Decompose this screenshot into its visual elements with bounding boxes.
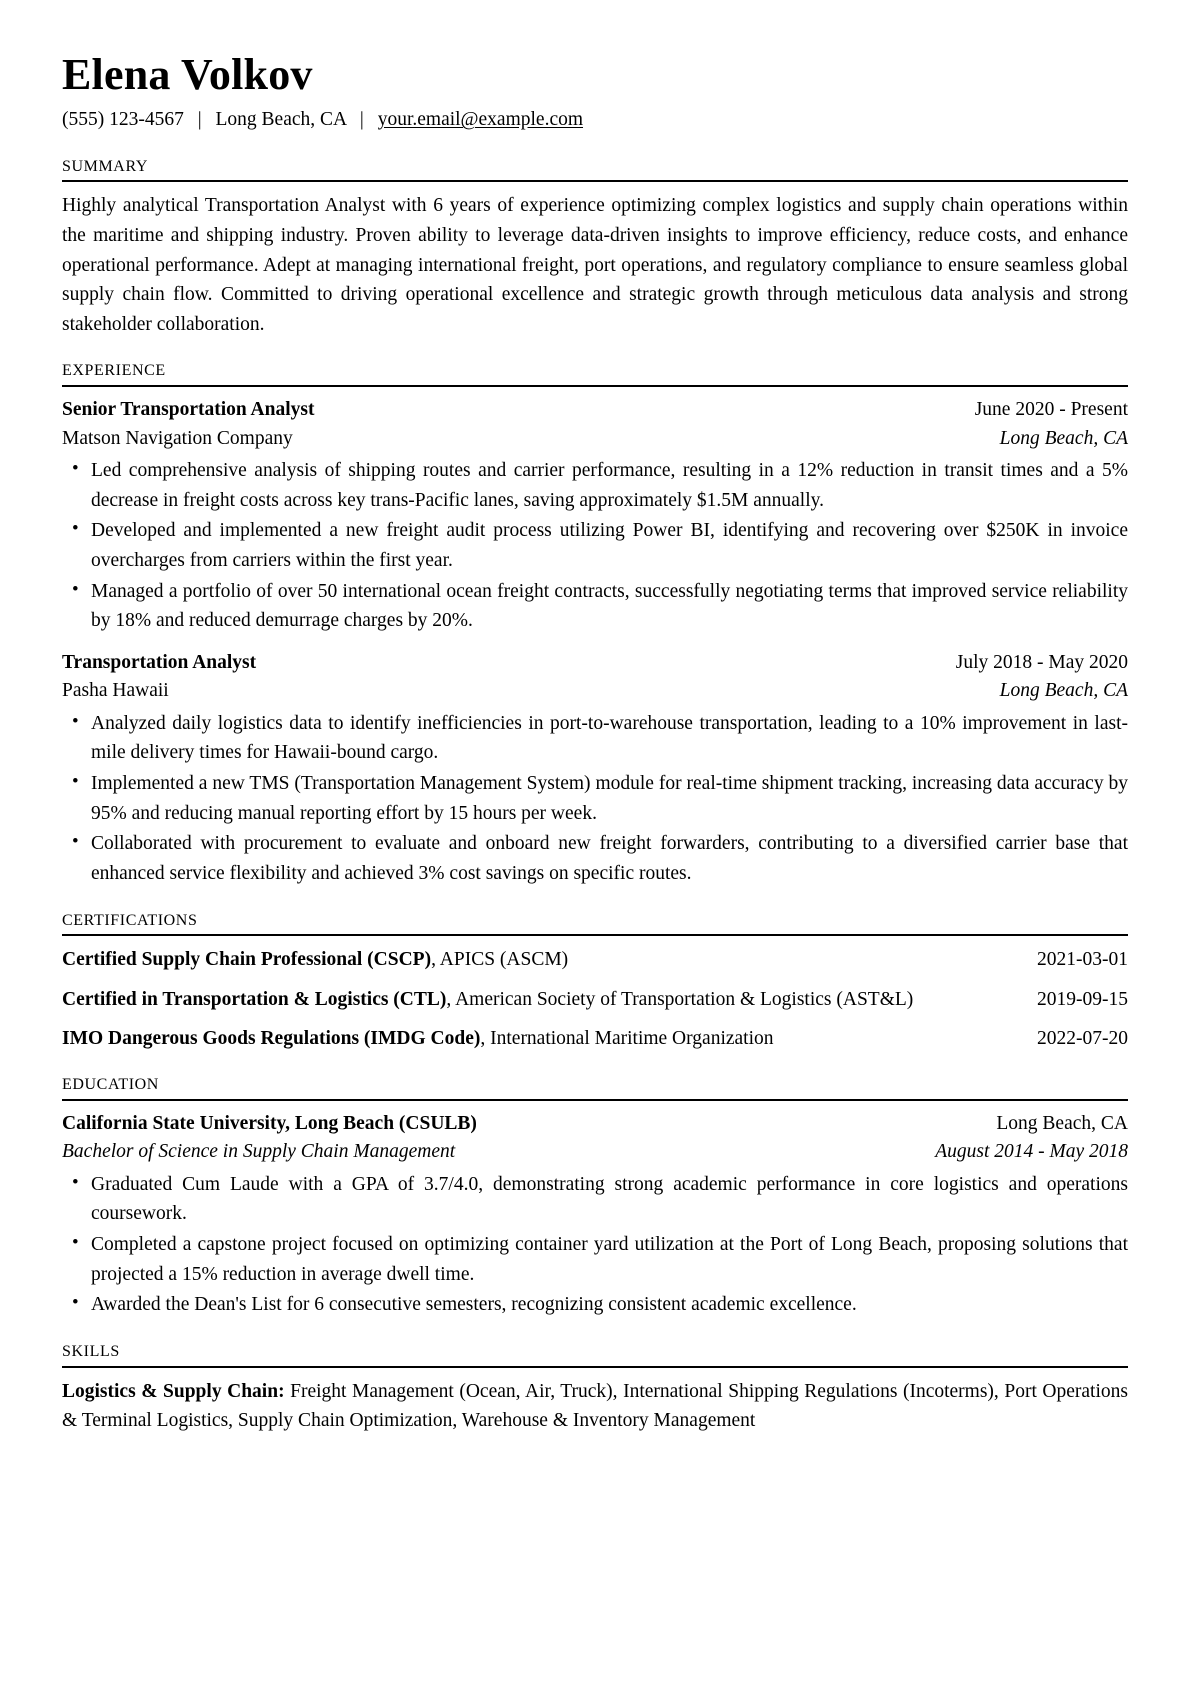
job-bullet: • Implemented a new TMS (Transportation Management System) module for real-time shipment tracking, increasing data accuracy by 95% and reducing manual reporting effort by 15 hours per week. [62, 769, 1128, 828]
education-bullet-list [62, 1170, 1128, 1320]
education-bullet: • Graduated Cum Laude with a GPA of 3.7/4.0, demonstrating strong academic performance in core logistics and operations coursework. [62, 1170, 1128, 1229]
job-bullet-list [62, 709, 1128, 889]
location-text: Long Beach, CA [215, 109, 347, 131]
section-summary [62, 151, 1128, 340]
job-dates: July 2018 - May 2020 [955, 651, 1128, 673]
education-entry [62, 1110, 1128, 1320]
experience-company-row [62, 677, 1128, 705]
institution-name: California State University, Long Beach (CSULB) [62, 1112, 477, 1134]
experience-company-row [62, 425, 1128, 453]
section-rule-skills [62, 1366, 1128, 1368]
skill-list: Freight Management (Ocean, Air, Truck), International Shipping Regulations (Incoterms), Port Operations & Terminal Logistics, Supply Chain Optimization, Warehouse & Inventory Management [62, 1380, 1128, 1431]
job-bullet: • Collaborated with procurement to evaluate and onboard new freight forwarders, contributing to a diversified carrier base that enhanced service flexibility and achieved 3% cost savings on specific routes. [62, 829, 1128, 888]
company-name: Matson Navigation Company [62, 427, 293, 449]
job-bullet: • Led comprehensive analysis of shipping routes and carrier performance, resulting in a 12% reduction in transit times and a 5% decrease in freight costs across key trans-Pacific lanes, saving approximately $1.5M annually. [62, 456, 1128, 515]
education-bullet: • Completed a capstone project focused on optimizing container yard utilization at the Port of Long Beach, proposing solutions that projected a 15% reduction in average dwell time. [62, 1230, 1128, 1289]
education-degree-row [62, 1138, 1128, 1166]
section-experience [62, 355, 1128, 888]
certification-item [62, 985, 1128, 1014]
job-bullet: • Managed a portfolio of over 50 international ocean freight contracts, successfully negotiating terms that improved service reliability by 18% and reduced demurrage charges by 20%. [62, 577, 1128, 636]
education-institution-row [62, 1110, 1128, 1138]
job-dates: June 2020 - Present [974, 399, 1128, 421]
section-title-education: education [62, 1069, 159, 1095]
experience-entry [62, 649, 1128, 889]
job-bullet-list [62, 456, 1128, 636]
job-location: Long Beach, CA [999, 427, 1128, 449]
section-rule-certifications [62, 934, 1128, 936]
section-title-summary: summary [62, 150, 149, 176]
section-title-skills: skills [62, 1335, 120, 1361]
candidate-name: Elena Volkov [62, 50, 313, 99]
experience-role-row [62, 396, 1128, 424]
institution-location: Long Beach, CA [996, 1112, 1128, 1134]
email-link[interactable]: your.email@example.com [377, 109, 584, 131]
certification-date: 2022-07-20 [1037, 1027, 1128, 1049]
education-dates: August 2014 - May 2018 [935, 1141, 1128, 1163]
job-title: Senior Transportation Analyst [62, 399, 315, 421]
job-location: Long Beach, CA [999, 680, 1128, 702]
section-skills [62, 1336, 1128, 1435]
phone-number: (555) 123-4567 [62, 109, 184, 131]
skill-group [62, 1377, 1128, 1436]
section-certifications [62, 905, 1128, 1054]
certification-date: 2021-03-01 [1037, 949, 1128, 971]
certification-name: Certified in Transportation & Logistics (CTL) [62, 988, 447, 1010]
resume-header [62, 50, 1128, 135]
job-title: Transportation Analyst [62, 651, 257, 673]
job-bullet: • Developed and implemented a new freight audit process utilizing Power BI, identifying and recovering over $250K in invoice overcharges from carriers within the first year. [62, 516, 1128, 575]
section-title-experience: experience [62, 355, 166, 381]
certification-date: 2019-09-15 [1037, 988, 1128, 1010]
certification-item [62, 945, 1128, 974]
section-rule-summary [62, 180, 1128, 182]
education-bullet: • Awarded the Dean's List for 6 consecutive semesters, recognizing consistent academic excellence. [62, 1290, 1128, 1320]
certification-name: IMO Dangerous Goods Regulations (IMDG Code) [62, 1027, 481, 1049]
certification-item [62, 1024, 1128, 1053]
company-name: Pasha Hawaii [62, 680, 169, 702]
summary-paragraph: Highly analytical Transportation Analyst with 6 years of experience optimizing complex logistics and supply chain operations within the maritime and shipping industry. Proven ability to leverage data-driven insights to improve efficiency, reduce costs, and enhance operational performance. Adept at managing international freight, port operations, and regulatory compliance to ensure seamless global supply chain flow. Committed to driving operational excellence and strategic growth through meticulous data analysis and strong stakeholder collaboration. [62, 195, 1128, 335]
section-rule-education [62, 1099, 1128, 1101]
skill-category: Logistics & Supply Chain: [62, 1380, 285, 1402]
certification-issuer: , American Society of Transportation & Logistics (AST&L) [446, 988, 914, 1010]
section-rule-experience [62, 385, 1128, 387]
experience-entry [62, 396, 1128, 636]
contact-separator-2: | [359, 109, 364, 131]
job-bullet: • Analyzed daily logistics data to identify inefficiencies in port-to-warehouse transportation, leading to a 10% improvement in last-mile delivery times for Hawaii-bound cargo. [62, 709, 1128, 768]
contact-line [62, 105, 1128, 134]
certification-issuer: , APICS (ASCM) [431, 949, 569, 971]
certification-issuer: , International Maritime Organization [480, 1027, 774, 1049]
experience-role-row [62, 649, 1128, 677]
section-title-certifications: certifications [62, 904, 198, 930]
section-education [62, 1069, 1128, 1320]
certification-name: Certified Supply Chain Professional (CSCP) [62, 949, 432, 971]
degree-name: Bachelor of Science in Supply Chain Management [62, 1141, 456, 1163]
contact-separator-1: | [197, 109, 202, 131]
